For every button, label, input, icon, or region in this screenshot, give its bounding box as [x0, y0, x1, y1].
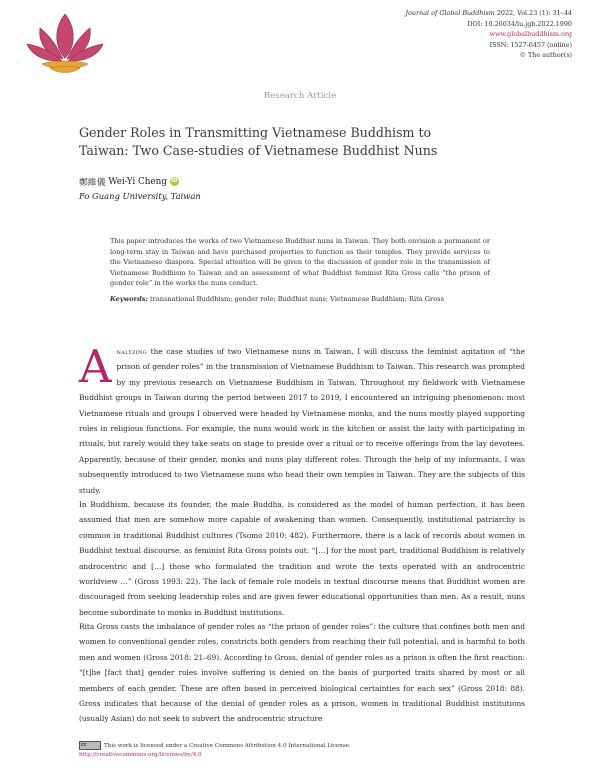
article-type: Research Article	[263, 91, 337, 101]
keywords-text: transnational Buddhism; gender role; Buddhist nuns; Vietnamese Buddhism; Rita Gross	[150, 295, 444, 303]
copyright: © The author(s)	[519, 51, 572, 60]
title-line-2: Taiwan: Two Case-studies of Vietnamese Buddhist Nuns	[79, 143, 438, 158]
license-text: This work is licensed under a Creative Commons Attribution 4.0 International License.	[104, 743, 351, 749]
creative-commons-icon[interactable]	[79, 741, 101, 750]
journal-meta	[406, 8, 572, 61]
author-name: Wei-Yi Cheng	[108, 176, 167, 187]
journal-issue: 2022, Vol.23 (1): 31–44	[496, 9, 572, 17]
body-paragraph-2: In Buddhism, because its founder, the male Buddha, is considered as the model of human perfection, it has been assumed that men are somehow more capable of awakening than women. Consequently, institutional patriarchy is common in traditional Buddhist cultures (Tsomo 2010: 482). Furthermore, there is a lack of records about women in Buddhist textual discourse, as feminist Rita Gross points out: “[…] for the most part, traditional Buddhism is relatively androcentric and […] those who formulated the tradition and wrote the texts operated with an androcentric worldview …” (Gross 1993: 22). The lack of female role models in textual discourse means that Buddhist women are discouraged from seeking leadership roles and are given fewer educational opportunities than men. As a result, nuns become subordinate to monks in Buddhist institutions.	[79, 500, 525, 617]
author-line	[79, 175, 179, 188]
journal-issn: ISSN: 1527-6457 (online)	[489, 40, 572, 49]
orcid-icon[interactable]: iD	[171, 178, 178, 184]
author-affiliation: Fo Guang University, Taiwan	[79, 191, 201, 201]
opening-smallcaps: nalyzing	[116, 347, 148, 356]
body-paragraph-3: Rita Gross casts the imbalance of gender roles as “the prison of gender roles”: the culture that confines both men and women to conventional gender roles, constricts both genders from reaching their full potential, and is harmful to both men and women (Gross 2018: 21–69). According to Gross, denial of gender roles as a prison is often the first reaction: “[t]he [fact that] gender roles involve suffering is denied on the basis of purported traits shared by most or all members of each gender. These are often based in perceived biological certainties for each sex” (Gross 2018: 88). Gross indicates that because of the denial of gender roles as a prison, women in traditional Buddhist institutions (usually Asian) do not seek to subvert the androcentric structure	[79, 622, 525, 724]
journal-url[interactable]: www.globalbuddhism.org	[489, 30, 572, 39]
license-link[interactable]: http://creativecommons.org/licenses/by/4.0	[79, 752, 202, 758]
paragraph-1-text: the case studies of two Vietnamese nuns in Taiwan, I will discuss the feminist agitation of “the prison of gender roles” in the transmission of Vietnamese Buddhism to Taiwan. This research was prompted by my previous research on Vietnamese Buddhism in Taiwan. Throughout my fieldwork with Vietnamese Buddhist groups in Taiwan during the period between 2017 to 2019, I encountered an intriguing phenomenon: most Vietnamese rituals and groups I observed were headed by Vietnamese monks, and the nuns mostly played supporting roles in religious functions. For example, the nuns would work in the kitchen or assist the laity with participating in rituals, but rarely would they take seats on stage to preside over a ritual or to receive offerings from the lay devotees. Apparently, because of their gender, monks and nuns play different roles. Through the help of my informants, I was subsequently introduced to two Vietnamese nuns who head their own temples in Taiwan. They are the subjects of this study.	[79, 347, 525, 495]
license-footer	[79, 741, 351, 760]
author-name-chinese: 鄭維儀	[79, 178, 106, 188]
abstract: This paper introduces the works of two Vietnamese Buddhist nuns in Taiwan. They both envision a permanent or long-term stay in Taiwan and have purchased properties to function as their temples. They provide services to the Vietnamese diaspora. Special attention will be given to the discussion of gender role in the transmission of Vietnamese Buddhism to Taiwan and an assessment of what Buddhist feminist Rita Gross calls “the prison of gender role” in the works the nuns conduct.	[110, 237, 490, 288]
body-paragraph-1	[79, 340, 525, 498]
title-line-1: Gender Roles in Transmitting Vietnamese Buddhism to	[79, 125, 432, 140]
drop-cap: A	[79, 340, 112, 393]
lotus-logo-icon	[24, 6, 106, 80]
journal-doi: DOI: 10.26034/lu.jgb.2022.1990	[467, 19, 572, 28]
journal-name: Journal of Global Buddhism	[405, 9, 495, 17]
keywords-label: Keywords:	[110, 295, 148, 303]
paper-title	[79, 124, 539, 160]
keywords	[110, 294, 500, 305]
